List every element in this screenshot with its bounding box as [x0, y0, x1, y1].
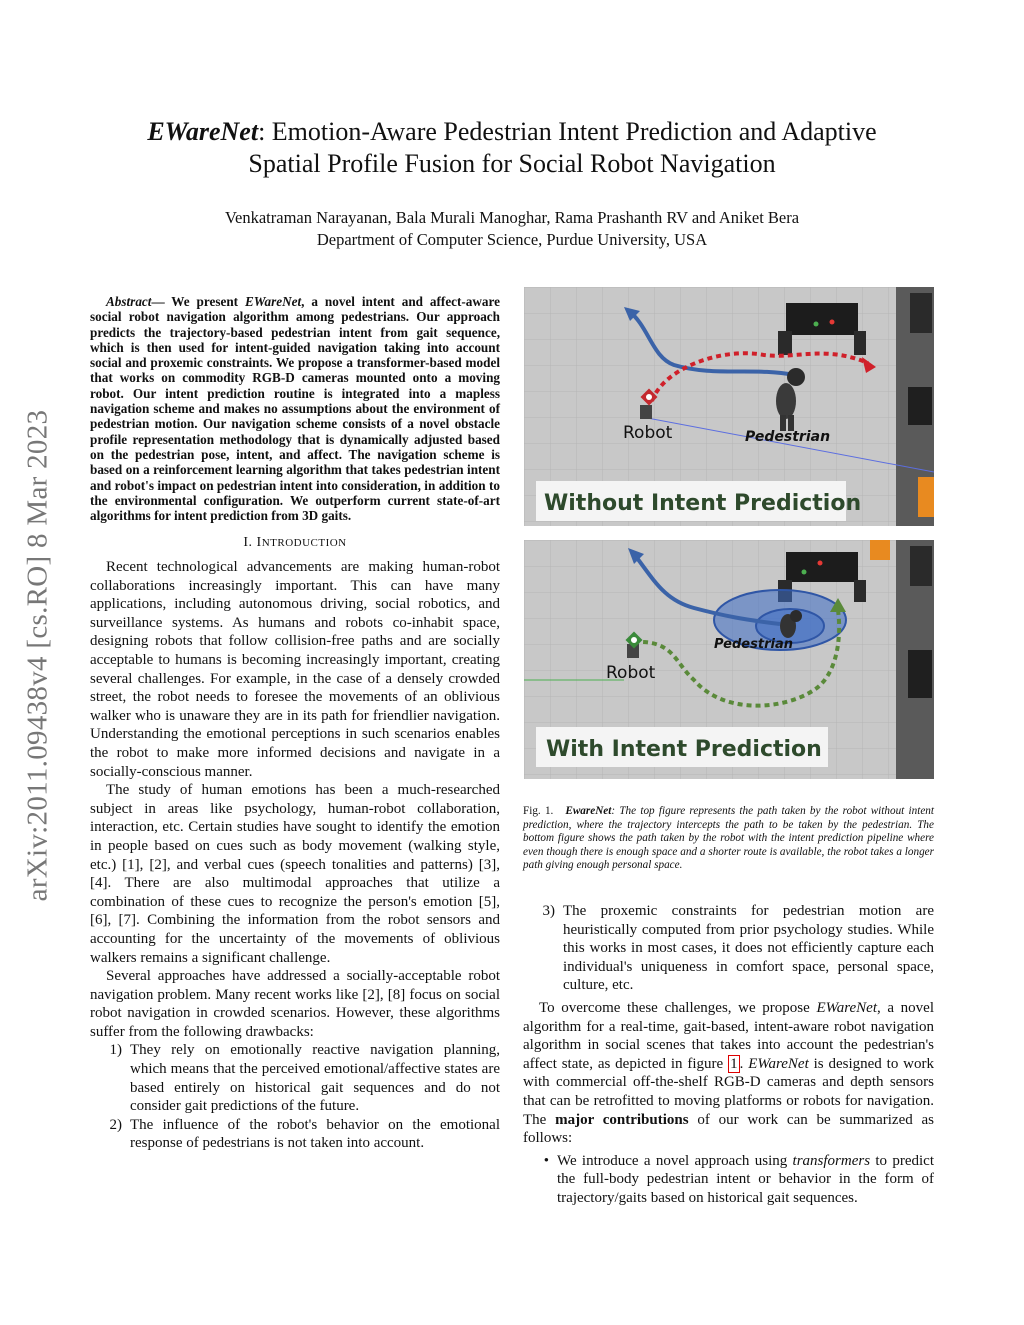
list-item-number: 1) [109, 1042, 122, 1059]
title-line1: : Emotion-Aware Pedestrian Intent Prediction and Adaptive [258, 117, 877, 146]
intro-paragraph-4 [523, 999, 934, 1148]
banner-with-intent: With Intent Prediction [546, 737, 822, 762]
paper-title [100, 116, 924, 180]
caption-label: Fig. 1. [523, 805, 554, 817]
figure-panel-with-intent [524, 540, 934, 779]
abstract-method-name: EWareNet [244, 294, 302, 309]
contribution-em: transformers [792, 1152, 871, 1169]
contribution-post: to predict the full-body pedestrian intent or behavior in the form of trajectory/gaits based on historical gait sequences. [557, 1152, 934, 1206]
list-item-number: 2) [109, 1116, 122, 1133]
section-first-letter: I [256, 535, 262, 551]
arxiv-identifier [18, 355, 58, 955]
author-block [100, 207, 924, 251]
caption-method-name: EwareNet [565, 805, 612, 817]
figure-caption [523, 805, 934, 873]
robot-label: Robot [623, 423, 673, 443]
list-item-text: The influence of the robot's behavior on the emotional response of pedestrians is not taken into account. [130, 1116, 500, 1152]
figure-panel-without-intent [524, 287, 934, 526]
list-item-number: 3) [542, 903, 555, 919]
simulation-scene-bottom [524, 540, 934, 779]
pedestrian-label: Pedestrian [745, 429, 831, 445]
contribution-pre: We introduce a novel approach using [557, 1152, 793, 1169]
list-item-text: The proxemic constraints for pedestrian motion are heuristically computed from prior psychology studies. While this works in most cases, it does not efficiently capture each individual's uniqueness in comfort space, personal space, culture, etc. [563, 903, 934, 994]
p4-end: of our work can be summarized as follows: [523, 1111, 934, 1147]
abstract-dash: — We present [151, 294, 245, 309]
p4-mid2: is designed to work with commercial off-the-shelf RGB-D cameras and depth sensors that can be retrofitted to moving platforms or robots for navigation. The [523, 1055, 935, 1128]
section-rest: NTRODUCTION [261, 537, 347, 550]
p4-after-ref: . [739, 1055, 749, 1072]
list-item [90, 1041, 500, 1115]
figure-reference-link[interactable]: 1 [730, 1055, 738, 1072]
drawbacks-list [90, 1041, 500, 1153]
intro-paragraph-1: Recent technological advancements are making human-robot collaborations increasingly important. This can have many applications, including autonomous driving, social robotics, and surveillance systems. As humans and robots co-inhabit space, designing robots that follow collision-free paths and are socially acceptable to humans is becoming increasingly important, creating several challenges. For example, in the case of a densely crowded street, the robot needs to foresee the movements of an oblivious walker who is unaware they are in its path for friendlier navigation. Understanding the emotional perceptions in such scenarios enables the robot to make more informed decisions and navigate in a socially-conscious manner. [90, 559, 500, 780]
title-line2: Spatial Profile Fusion for Social Robot Navigation [248, 149, 776, 178]
list-item-text [557, 1152, 934, 1208]
intro-paragraph-2: The study of human emotions has been a much-researched subject in areas like psychology, human-robot collaboration, interaction, etc. Certain studies have sought to identify the emotion in people based on cues such as body movement (walking style, etc.) [1], [2], and verbal cues (speech tonalities and patterns) [3], [4]. There are also multimodal approaches that utilize a combination of these cues to recognize the person's emotion [5], [6], [7]. Combining the information from the robot sensors and accounting for the uncertainty of the movements of oblivious walkers remains a significant challenge. [90, 782, 500, 966]
p4-mid: , a novel algorithm for a real-time, gait-based, intent-aware robot navigation algorithm in social scenes that takes into account the pedestrian's affect state, as depicted in figure [523, 999, 935, 1072]
intro-paragraph-3: Several approaches have addressed a socially-acceptable robot navigation problem. Many recent works like [2], [8] focus on social robot navigation in crowded scenarios. However, these algorithms suffer from the following drawbacks: [90, 968, 500, 1040]
pedestrian-label: Pedestrian [714, 637, 793, 652]
abstract-text: , a novel intent and affect-aware social robot navigation algorithm among pedestrians. Our approach predicts the trajectory-based pedestrian intent from gait sequence, which is then used for intent-guided navigation taking into account social and proxemic constraints. We propose a transformer-based model that works on commodity RGB-D cameras mounted onto a moving robot. Our intent prediction routine is integrated into a mapless navigation scheme and makes no assumptions about the environment of pedestrian motion. Our navigation scheme consists of a novel obstacle profile representation methodology that is dynamically adjusted based on the pedestrian pose, intent, and affect. The navigation scheme is based on a reinforcement learning algorithm that takes pedestrian intent and robot's impact on pedestrian intent into consideration, in addition to the environmental configuration. We outperform current state-of-art algorithms for intent prediction from 3D gaits. [90, 294, 500, 524]
figure-1 [524, 287, 934, 785]
abstract [90, 294, 500, 523]
bullet-icon: • [543, 1152, 549, 1169]
author-names: Venkatraman Narayanan, Bala Murali Manoghar, Rama Prashanth RV and Aniket Bera [224, 208, 800, 227]
p4-pre: To overcome these challenges, we propose [539, 999, 817, 1016]
drawbacks-list-continued [523, 902, 934, 995]
arxiv-id-text: arXiv:2011.09438v4 [cs.RO] 8 Mar 2023 [21, 409, 54, 901]
list-item-text: They rely on emotionally reactive navigation planning, which means that the perceived emotional/affective states are based entirely on historical gait sequences and do not consider gait predictions of the future. [130, 1042, 500, 1115]
banner-without-intent: Without Intent Prediction [544, 491, 862, 516]
simulation-scene-top [524, 287, 934, 526]
author-affiliation: Department of Computer Science, Purdue University, USA [316, 230, 708, 249]
right-column [523, 902, 934, 1208]
p4-name2: EWareNet [748, 1055, 809, 1072]
title-method-name: EWareNet [147, 117, 259, 146]
contributions-list [523, 1152, 934, 1208]
p4-name: EWareNet [816, 999, 877, 1016]
list-item [523, 1152, 934, 1208]
section-heading-introduction [90, 534, 500, 553]
robot-label: Robot [606, 663, 656, 683]
section-numeral: I. [243, 535, 257, 551]
caption-text: : The top figure represents the path taken by the robot without intent prediction, where the trajectory intercepts the path to be taken by the pedestrian. The bottom figure shows the path taken by the robot with the intent prediction pipeline where even though there is enough space and a shorter route is available, the robot takes a longer path giving enough personal space. [523, 805, 934, 872]
abstract-label: Abstract [106, 294, 152, 309]
left-column [90, 294, 500, 1153]
list-item [523, 902, 934, 995]
p4-bold: major contributions [555, 1111, 689, 1128]
list-item [90, 1116, 500, 1153]
